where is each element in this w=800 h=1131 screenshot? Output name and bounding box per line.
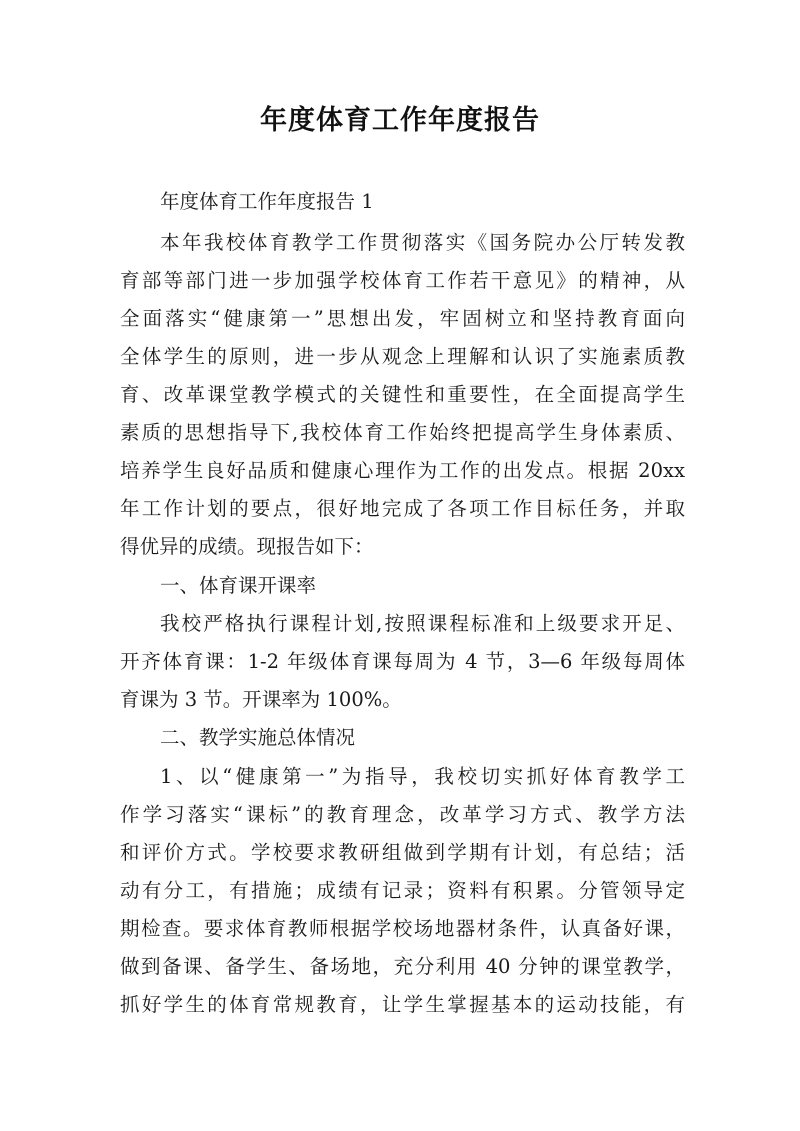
paragraph-line: 本年我校体育教学工作贯彻落实《国务院办公厅转发教 — [160, 231, 685, 254]
paragraph-line: 培养学生良好品质和健康心理作为工作的出发点。根据 20xx — [120, 459, 685, 482]
paragraph-line: 育课为 3 节。开课率为 100%。 — [120, 688, 402, 711]
paragraph-line: 和评价方式。学校要求教研组做到学期有计划，有总结；活 — [120, 841, 685, 864]
paragraph-line: 抓好学生的体育常规教育，让学生掌握基本的运动技能，有 — [120, 993, 685, 1016]
paragraph-line: 年工作计划的要点，很好地完成了各项工作目标任务，并取 — [120, 497, 685, 520]
paragraph-line: 我校严格执行课程计划,按照课程标准和上级要求开足、 — [160, 612, 685, 635]
section-heading: 一、体育课开课率 — [160, 574, 317, 597]
paragraph-line: 期检查。要求体育教师根据学校场地器材条件，认真备好课， — [120, 917, 685, 940]
paragraph-line: 得优异的成绩。现报告如下： — [120, 535, 374, 558]
paragraph-line: 素质的思想指导下,我校体育工作始终把提高学生身体素质、 — [120, 421, 685, 444]
paragraph-line: 全面落实“健康第一”思想出发，牢固树立和坚持教育面向 — [120, 307, 685, 330]
paragraph-line: 育部等部门进一步加强学校体育工作若干意见》的精神，从 — [120, 269, 685, 292]
paragraph-line: 作学习落实“课标”的教育理念，改革学习方式、教学方法 — [120, 803, 685, 826]
paragraph-line: 1、以“健康第一”为指导，我校切实抓好体育教学工 — [160, 765, 685, 788]
paragraph-line: 动有分工，有措施；成绩有记录；资料有积累。分管领导定 — [120, 879, 685, 902]
paragraph-line: 全体学生的原则，进一步从观念上理解和认识了实施素质教 — [120, 345, 685, 368]
report-subtitle: 年度体育工作年度报告 1 — [160, 190, 374, 213]
paragraph-line: 开齐体育课：1-2 年级体育课每周为 4 节，3—6 年级每周体 — [120, 650, 685, 673]
page-title: 年度体育工作年度报告 — [260, 105, 540, 136]
paragraph-line: 做到备课、备学生、备场地，充分利用 40 分钟的课堂教学， — [120, 955, 685, 978]
paragraph-line: 育、改革课堂教学模式的关键性和重要性，在全面提高学生 — [120, 383, 685, 406]
section-heading: 二、教学实施总体情况 — [160, 726, 356, 749]
